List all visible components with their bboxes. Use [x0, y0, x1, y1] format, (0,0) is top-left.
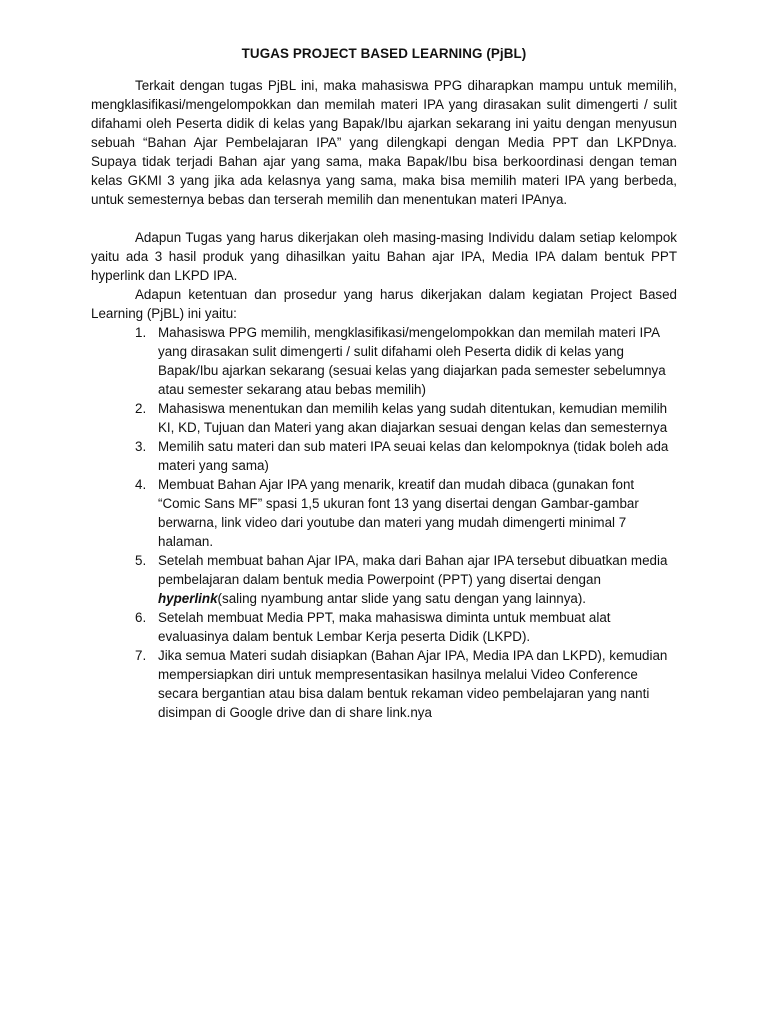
list-item — [91, 437, 677, 475]
list-item-text-before: Setelah membuat bahan Ajar IPA, maka dari Bahan ajar IPA tersebut dibuatkan media pembelajaran dalam bentuk media Powerpoint (PPT) yang disertai dengan — [158, 553, 668, 587]
list-item — [91, 646, 677, 722]
list-item-text-after: (saling nyambung antar slide yang satu dengan yang lainnya). — [217, 591, 587, 606]
list-item — [91, 399, 677, 437]
procedure-paragraph: Adapun ketentuan dan prosedur yang harus dikerjakan dalam kegiatan Project Based Learning (PjBL) ini yaitu: — [91, 287, 677, 321]
document-title: TUGAS PROJECT BASED LEARNING (PjBL) — [241, 46, 527, 61]
list-item-number: 5. — [135, 553, 147, 568]
list-item-number: 4. — [135, 477, 147, 492]
list-item-text: Mahasiswa menentukan dan memilih kelas yang sudah ditentukan, kemudian memilih KI, KD, Tujuan dan Materi yang akan diajarkan sesuai dengan kelas dan semesternya — [158, 401, 668, 435]
intro-paragraph: Terkait dengan tugas PjBL ini, maka mahasiswa PPG diharapkan mampu untuk memilih, mengklasifikasi/mengelompokkan dan memilah materi IPA yang dirasakan sulit dimengerti / sulit difahami oleh Peserta didik di kelas yang Bapak/Ibu ajarkan sekarang ini yaitu dengan menyusun sebuah “Bahan Ajar Pembelajaran IPA” yang dilengkapi dengan Media PPT dan LKPDnya. Supaya tidak terjadi Bahan ajar yang sama, maka Bapak/Ibu bisa berkoordinasi dengan teman kelas GKMI 3 yang jika ada kelasnya yang sama, maka bisa memilih materi IPA yang berbeda, untuk semesternya bebas dan terserah memilih dan menentukan materi IPAnya. — [91, 78, 677, 207]
list-item — [91, 608, 677, 646]
list-item-text: Memilih satu materi dan sub materi IPA seuai kelas dan kelompoknya (tidak boleh ada materi yang sama) — [158, 439, 669, 473]
list-item-number: 1. — [135, 325, 147, 340]
list-item-text: Setelah membuat Media PPT, maka mahasiswa diminta untuk membuat alat evaluasinya dalam bentuk Lembar Kerja peserta Didik (LKPD). — [158, 610, 611, 644]
list-item-text: Mahasiswa PPG memilih, mengklasifikasi/mengelompokkan dan memilah materi IPA yang dirasakan sulit dimengerti / sulit difahami oleh Peserta didik di kelas yang Bapak/Ibu ajarkan sekarang (sesuai kelas yang diajarkan pada semester sebelumnya atau semester sekarang atau bebas memilih) — [158, 325, 666, 397]
list-item-text: Jika semua Materi sudah disiapkan (Bahan Ajar IPA, Media IPA dan LKPD), kemudian mempersiapkan diri untuk mempresentasikan hasilnya melalui Video Conference secara bergantian atau bisa dalam bentuk rekaman video pembelajaran yang nanti disimpan di Google drive dan di share link.nya — [158, 648, 668, 720]
procedure-list — [91, 323, 677, 722]
list-item-number: 3. — [135, 439, 147, 454]
paragraph-spacer — [91, 209, 677, 228]
hyperlink-emphasis: hyperlink — [158, 591, 218, 606]
document-content — [91, 44, 677, 722]
list-item — [91, 475, 677, 551]
list-item-number: 7. — [135, 648, 147, 663]
list-item-text: Membuat Bahan Ajar IPA yang menarik, kreatif dan mudah dibaca (gunakan font “Comic Sans MF” spasi 1,5 ukuran font 13 yang disertai dengan Gambar-gambar berwarna, link video dari youtube dan materi yang mudah dimengerti minimal 7 halaman. — [158, 477, 639, 549]
task-paragraph: Adapun Tugas yang harus dikerjakan oleh masing-masing Individu dalam setiap kelompok yaitu ada 3 hasil produk yang dihasilkan yaitu Bahan ajar IPA, Media IPA dalam bentuk PPT hyperlink dan LKPD IPA. — [91, 230, 677, 283]
list-item — [91, 323, 677, 399]
list-item-number: 2. — [135, 401, 147, 416]
list-item — [91, 551, 677, 608]
list-item-number: 6. — [135, 610, 147, 625]
